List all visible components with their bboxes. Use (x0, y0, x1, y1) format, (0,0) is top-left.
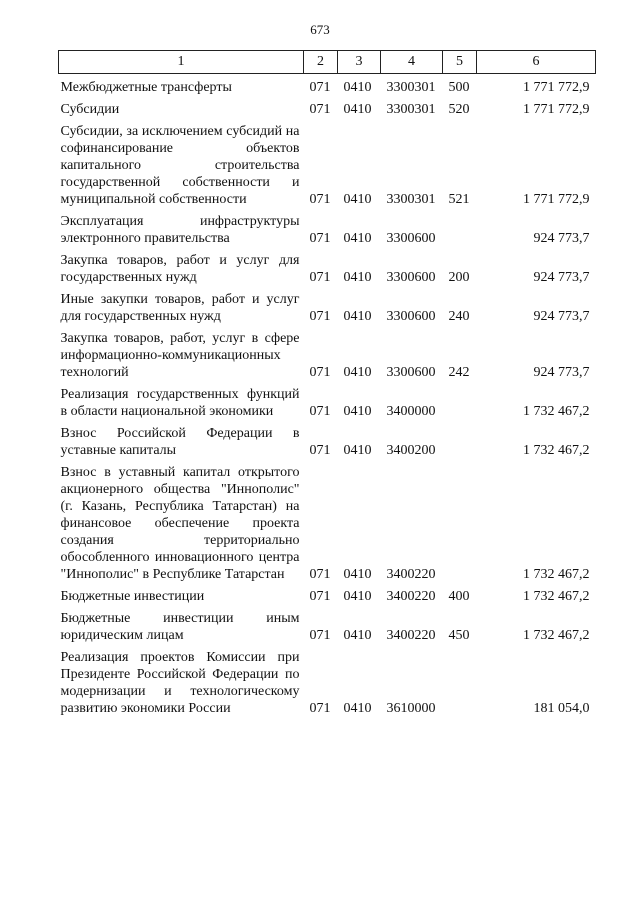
row-section: 0410 (343, 589, 372, 604)
row-amount: 181 054,0 (533, 701, 590, 716)
row-code: 071 (309, 443, 331, 458)
row-amount: 1 771 772,9 (523, 80, 590, 95)
row-name: Субсидии (60, 102, 120, 117)
row-target-article: 3400220 (386, 589, 436, 604)
row-target-article: 3300301 (386, 192, 436, 207)
row-name: Эксплуатация инфраструктуры электронного правительства (60, 214, 300, 246)
table-row (59, 208, 596, 247)
row-section: 0410 (343, 443, 372, 458)
row-target-article: 3300301 (386, 80, 436, 95)
row-target-article: 3400200 (386, 443, 436, 458)
row-name: Реализация государственных функций в области национальной экономики (60, 387, 300, 419)
row-expense-type: 520 (448, 102, 470, 117)
table-row (59, 96, 596, 118)
row-amount: 924 773,7 (533, 309, 590, 324)
row-expense-type: 500 (448, 80, 470, 95)
table-row (59, 325, 596, 381)
column-header: 6 (477, 51, 596, 74)
row-name: Закупка товаров, работ и услуг для государственных нужд (60, 253, 300, 285)
row-amount: 924 773,7 (533, 231, 590, 246)
column-header: 3 (338, 51, 381, 74)
row-target-article: 3300600 (386, 231, 436, 246)
row-expense-type: 521 (448, 192, 470, 207)
row-expense-type (443, 420, 477, 459)
row-amount: 1 732 467,2 (523, 628, 590, 643)
row-expense-type: 400 (448, 589, 470, 604)
row-code: 071 (309, 701, 331, 716)
row-section: 0410 (343, 567, 372, 582)
table-row (59, 459, 596, 583)
budget-table (58, 50, 596, 717)
column-header: 1 (59, 51, 304, 74)
row-section: 0410 (343, 102, 372, 117)
row-name: Субсидии, за исключением субсидий на софинансирование объектов капитального строительства государственной собственности и муниципальной собственности (60, 124, 300, 207)
row-expense-type: 240 (448, 309, 470, 324)
page-number: 673 (310, 22, 330, 37)
row-section: 0410 (343, 270, 372, 285)
row-target-article: 3300600 (386, 270, 436, 285)
row-section: 0410 (343, 80, 372, 95)
table-row (59, 118, 596, 208)
row-code: 071 (309, 365, 331, 380)
row-expense-type (443, 459, 477, 583)
table-row (59, 420, 596, 459)
row-section: 0410 (343, 365, 372, 380)
table-row (59, 644, 596, 717)
table-row (59, 583, 596, 605)
row-amount: 1 732 467,2 (523, 404, 590, 419)
table-row (59, 74, 596, 97)
row-target-article: 3300600 (386, 365, 436, 380)
row-name: Иные закупки товаров, работ и услуг для государственных нужд (60, 292, 300, 324)
row-code: 071 (309, 231, 331, 246)
table-row (59, 605, 596, 644)
row-amount: 1 771 772,9 (523, 192, 590, 207)
row-section: 0410 (343, 192, 372, 207)
row-name: Реализация проектов Комиссии при Президенте Российской Федерации по модернизации и технологическому развитию экономики России (60, 650, 300, 716)
row-name: Бюджетные инвестиции (60, 589, 205, 604)
row-amount: 1 732 467,2 (523, 589, 590, 604)
row-expense-type (443, 381, 477, 420)
row-expense-type (443, 644, 477, 717)
row-section: 0410 (343, 404, 372, 419)
row-code: 071 (309, 589, 331, 604)
row-target-article: 3400000 (386, 404, 436, 419)
table-row (59, 286, 596, 325)
header-row (59, 51, 596, 74)
row-name: Взнос в уставный капитал открытого акционерного общества "Иннополис" (г. Казань, Республика Татарстан) на финансовое обеспечение проекта создания территориально обособленного инновационного центра "Иннополис" в Республике Татарстан (60, 465, 300, 582)
row-section: 0410 (343, 701, 372, 716)
row-code: 071 (309, 567, 331, 582)
row-target-article: 3300600 (386, 309, 436, 324)
row-name: Закупка товаров, работ, услуг в сфере информационно-коммуникационных технологий (60, 331, 300, 380)
row-target-article: 3300301 (386, 102, 436, 117)
row-target-article: 3610000 (386, 701, 436, 716)
row-code: 071 (309, 309, 331, 324)
row-amount: 1 771 772,9 (523, 102, 590, 117)
row-code: 071 (309, 80, 331, 95)
table-row (59, 381, 596, 420)
column-header: 4 (381, 51, 443, 74)
row-amount: 1 732 467,2 (523, 443, 590, 458)
row-amount: 924 773,7 (533, 270, 590, 285)
column-header: 5 (443, 51, 477, 74)
row-expense-type: 450 (448, 628, 470, 643)
row-code: 071 (309, 270, 331, 285)
row-code: 071 (309, 192, 331, 207)
row-name: Бюджетные инвестиции иным юридическим лицам (60, 611, 300, 643)
row-name: Межбюджетные трансферты (60, 80, 232, 95)
row-code: 071 (309, 404, 331, 419)
column-header: 2 (304, 51, 338, 74)
row-expense-type (443, 208, 477, 247)
row-amount: 924 773,7 (533, 365, 590, 380)
row-expense-type: 242 (448, 365, 470, 380)
row-target-article: 3400220 (386, 628, 436, 643)
row-code: 071 (309, 628, 331, 643)
table-row (59, 247, 596, 286)
row-target-article: 3400220 (386, 567, 436, 582)
row-section: 0410 (343, 309, 372, 324)
row-amount: 1 732 467,2 (523, 567, 590, 582)
row-section: 0410 (343, 628, 372, 643)
row-code: 071 (309, 102, 331, 117)
row-name: Взнос Российской Федерации в уставные капиталы (60, 426, 300, 458)
row-expense-type: 200 (448, 270, 470, 285)
row-section: 0410 (343, 231, 372, 246)
